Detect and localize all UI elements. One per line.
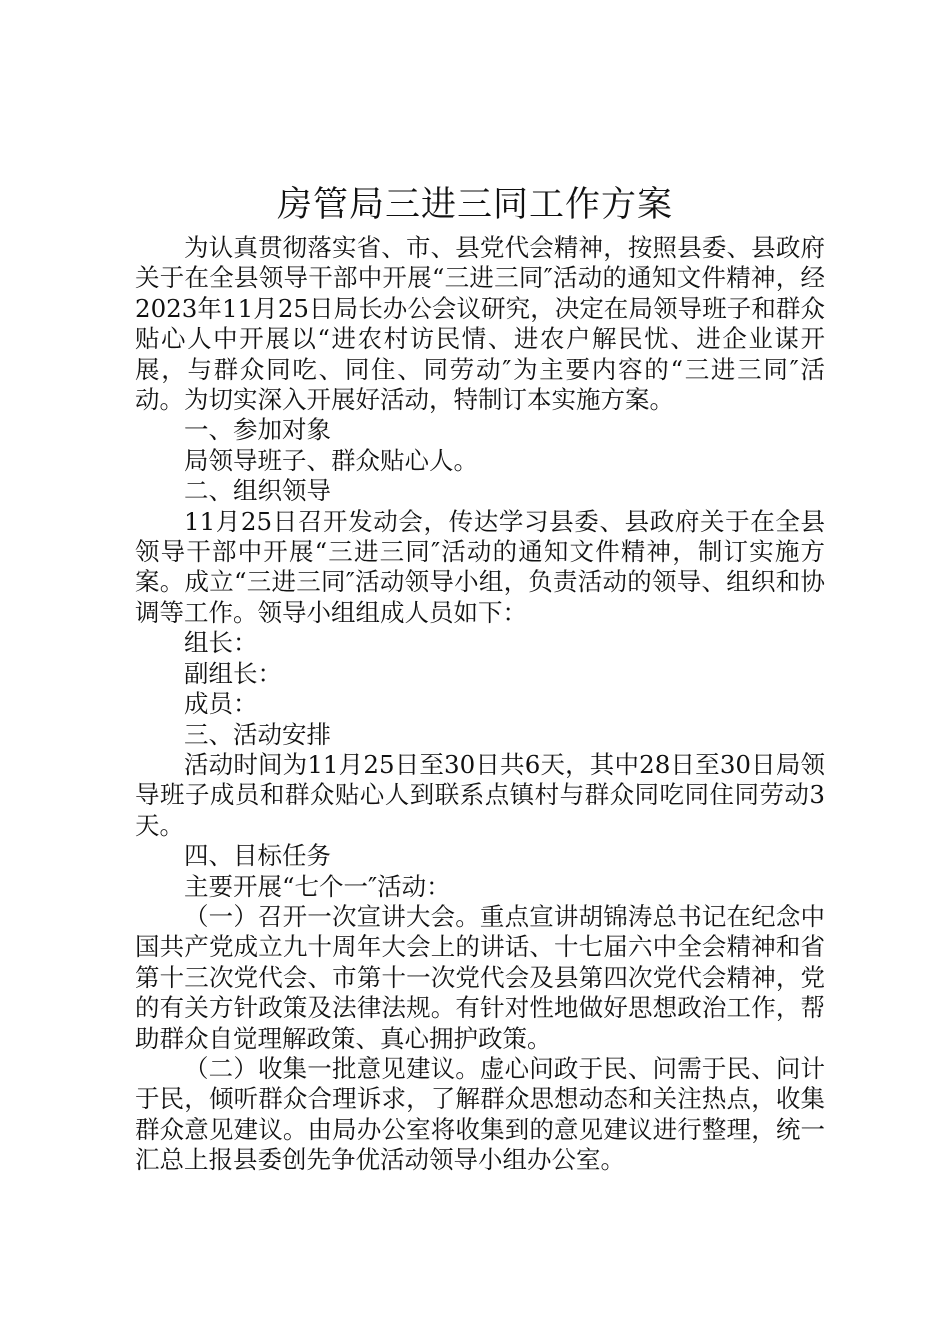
participants-paragraph: 局领导班子、群众贴心人。: [184, 445, 478, 475]
goal-item-2: （二）收集一批意见建议。虚心问政于民、问需于民、问计于民，倾听群众合理诉求，了解群众思想动态和关注热点，收集群众意见建议。由局办公室将收集到的意见建议进行整理，统一汇总上报县委创先争优活动领导小组办公室。: [135, 1053, 825, 1175]
members-line: 成员：: [184, 689, 258, 719]
document-title: 房管局三进三同工作方案: [276, 185, 673, 225]
section-heading-participants: 一、参加对象: [184, 415, 331, 445]
goal-item-1: （一）召开一次宣讲大会。重点宣讲胡锦涛总书记在纪念中国共产党成立九十周年大会上的讲话、十七届六中全会精神和省第十三次党代会、市第十一次党代会及县第四次党代会精神，党的有关方针政策及法律法规。有针对性地做好思想政治工作，帮助群众自觉理解政策、真心拥护政策。: [135, 901, 825, 1053]
intro-paragraph: 为认真贯彻落实省、市、县党代会精神，按照县委、县政府关于在全县领导干部中开展“三进三同″活动的通知文件精神，经2023年11月25日局长办公会议研究，决定在局领导班子和群众贴心人中开展以“进农村访民情、进农户解民忧、进企业谋开展，与群众同吃、同住、同劳动″为主要内容的“三进三同″活动。为切实深入开展好活动，特制订本实施方案。: [135, 233, 825, 415]
document-body: [135, 233, 825, 1176]
organization-paragraph: 11月25日召开发动会，传达学习县委、县政府关于在全县领导干部中开展“三进三同″活动的通知文件精神，制订实施方案。成立“三进三同″活动领导小组，负责活动的领导、组织和协调等工作。领导小组组成人员如下：: [135, 506, 825, 627]
schedule-paragraph: 活动时间为11月25日至30日共6天，其中28日至30日局领导班子成员和群众贴心人到联系点镇村与群众同吃同住同劳动3天。: [135, 749, 825, 840]
leader-line: 组长：: [184, 628, 258, 658]
deputy-leader-line: 副组长：: [184, 658, 282, 688]
section-heading-schedule: 三、活动安排: [184, 719, 331, 749]
section-heading-organization: 二、组织领导: [184, 476, 331, 506]
goals-intro-line: 主要开展“七个一″活动：: [184, 871, 451, 901]
section-heading-goals: 四、目标任务: [184, 841, 331, 871]
